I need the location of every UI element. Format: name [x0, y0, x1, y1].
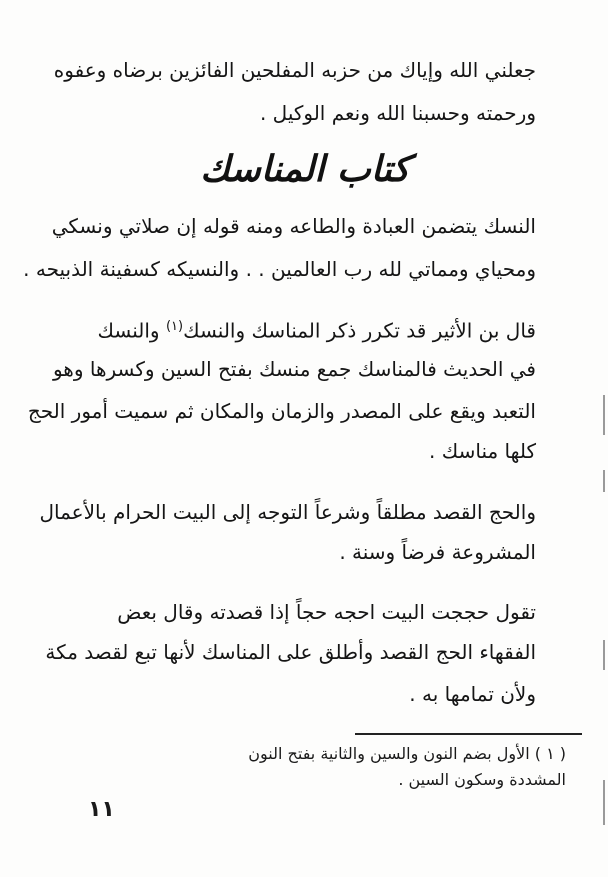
paragraph3-line-1: والحج القصد مطلقاً وشرعاً التوجه إلى البيت الحرام بالأعمال — [39, 500, 536, 524]
paragraph1-line-2: ومحياي ومماتي لله رب العالمين . . والنسيكه كسفينة الذبيحه . — [23, 257, 536, 281]
paragraph1-line-1: النسك يتضمن العبادة والطاعه ومنه قوله إن صلاتي ونسكي — [51, 214, 536, 238]
paragraph3-line-2: المشروعة فرضاً وسنة . — [339, 540, 536, 564]
paragraph2-line-1-tail: والنسك — [97, 318, 160, 343]
paragraph4-line-3: ولأن تمامها به . — [409, 682, 536, 706]
intro-line-1: جعلني الله وإياك من حزبه المفلحين الفائزين برضاه وعفوه — [53, 58, 536, 82]
chapter-title: كتاب المناسك — [200, 148, 410, 190]
scan-edge-mark — [603, 640, 605, 670]
paragraph2-line-4: كلها مناسك . — [429, 439, 536, 463]
scan-edge-mark — [603, 780, 605, 825]
footnote-divider — [355, 733, 582, 735]
footnote-line-2: المشددة وسكون السين . — [398, 770, 566, 789]
paragraph2-line-3: التعبد ويقع على المصدر والزمان والمكان ثم سميت أمور الحج — [27, 399, 536, 423]
paragraph4-line-1: تقول حججت البيت احجه حجاً إذا قصدته وقال بعض — [117, 600, 536, 624]
footnote-line-1: ( ١ ) الأول بضم النون والسين والثانية بفتح النون — [248, 744, 566, 763]
page-number: ١١ — [88, 797, 115, 822]
paragraph4-line-2: الفقهاء الحج القصد وأطلق على المناسك لأنها تبع لقصد مكة — [45, 640, 536, 664]
footnote-reference: (١) — [165, 319, 184, 334]
paragraph2-line-2: في الحديث فالمناسك جمع منسك بفتح السين وكسرها وهو — [52, 357, 536, 381]
scan-edge-mark — [603, 395, 605, 435]
scan-edge-mark — [603, 470, 605, 492]
paragraph2-line-1 — [66, 313, 536, 345]
intro-line-2: ورحمته وحسبنا الله ونعم الوكيل . — [259, 101, 536, 125]
paragraph2-line-1-text: قال بن الأثير قد تكرر ذكر المناسك والنسك — [183, 318, 536, 343]
